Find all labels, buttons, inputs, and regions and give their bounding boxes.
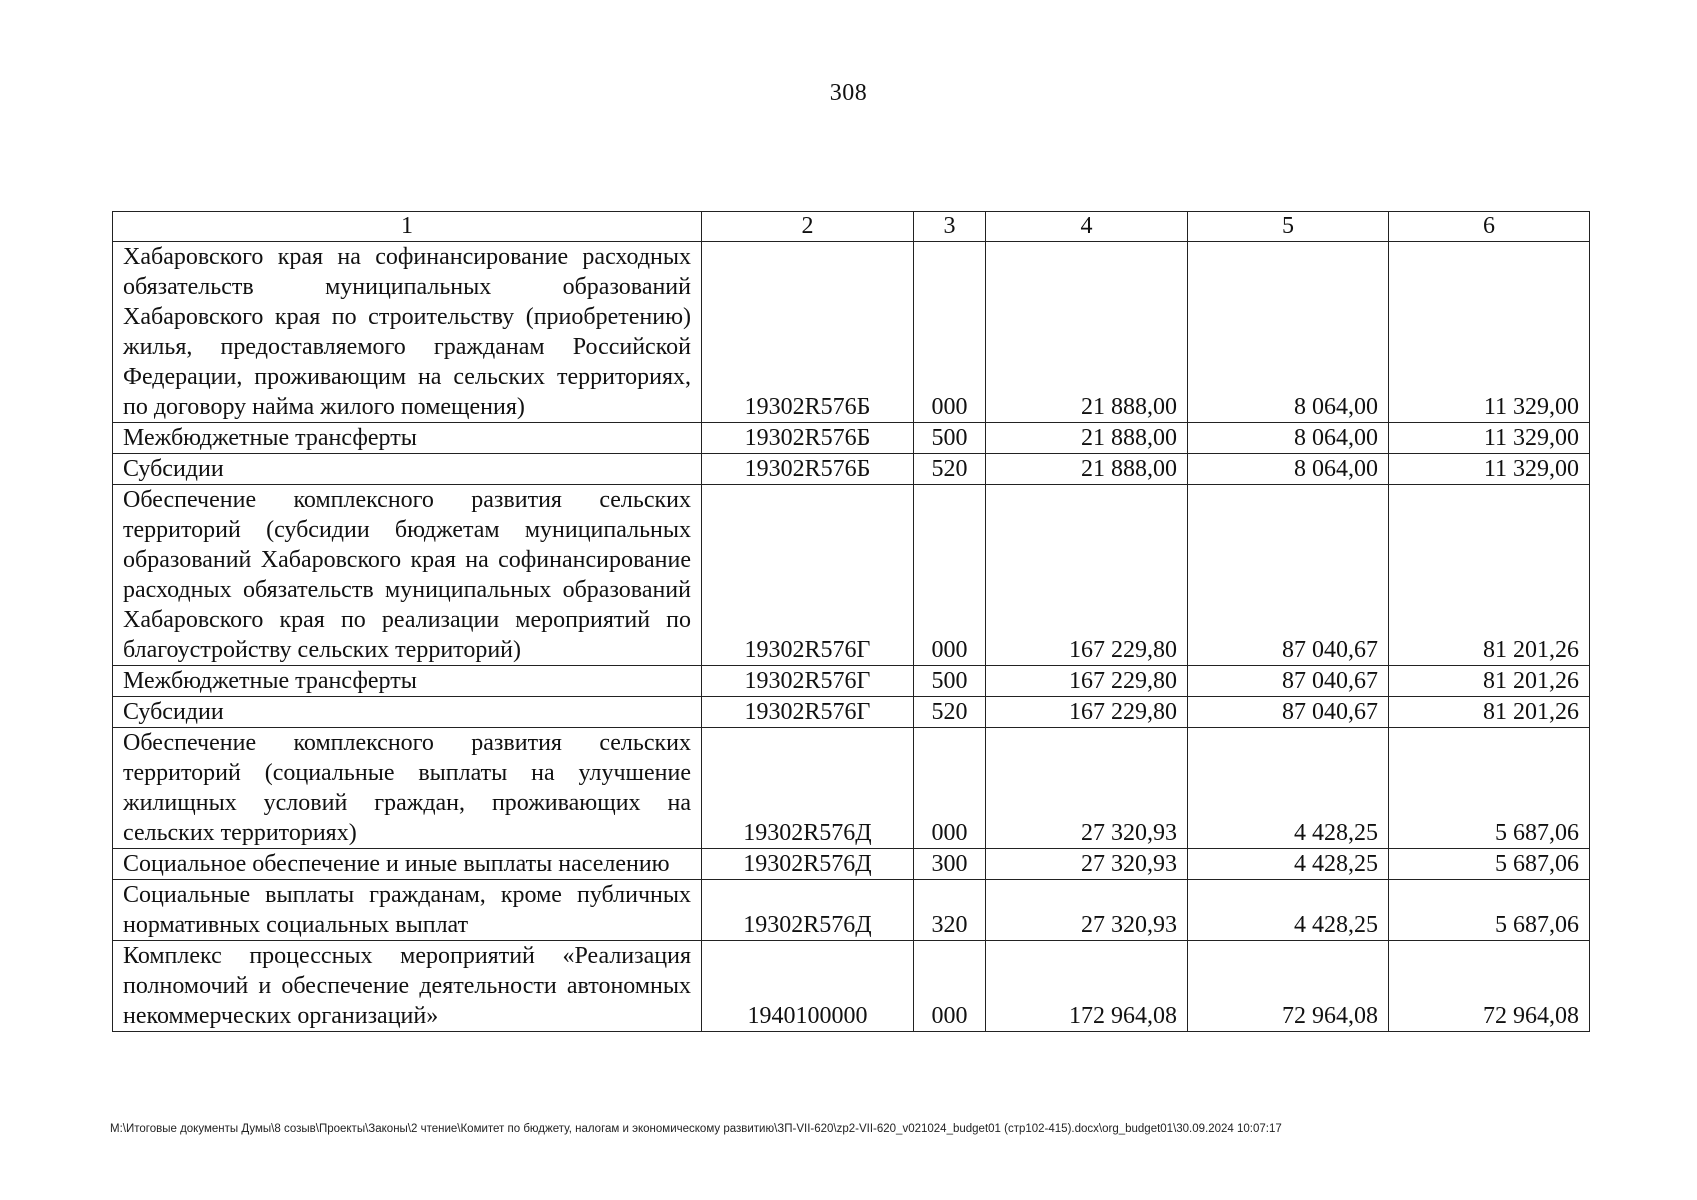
row-value-col6: 11 329,00 <box>1389 242 1590 423</box>
row-value-col6: 72 964,08 <box>1389 941 1590 1032</box>
row-value-col4: 167 229,80 <box>986 666 1188 697</box>
row-description: Хабаровского края на софинансирование расходных обязательств муниципальных образований Хабаровского края по строительству (приобретению) жилья, предоставляемого гражданам Российской Федерации, проживающим на сельских территориях, по договору найма жилого помещения) <box>113 242 702 423</box>
row-expense-type: 520 <box>914 454 986 485</box>
document-path-footer: M:\Итоговые документы Думы\8 созыв\Проекты\Законы\2 чтение\Комитет по бюджету, налогам и экономическому развитию\ЗП-VII-620\zp2-VII-620_v021024_budget01 (стр102-415).docx\org_budget01\30.09.2024 10:07:17 <box>110 1123 1282 1135</box>
table-row <box>113 485 1590 666</box>
row-value-col4: 27 320,93 <box>986 880 1188 941</box>
row-description: Обеспечение комплексного развития сельских территорий (субсидии бюджетам муниципальных образований Хабаровского края на софинансирование расходных обязательств муниципальных образований Хабаровского края по реализации мероприятий по благоустройству сельских территорий) <box>113 485 702 666</box>
table-body <box>113 242 1590 1032</box>
table-row <box>113 697 1590 728</box>
table-row <box>113 666 1590 697</box>
row-target-code: 19302R576Д <box>702 849 914 880</box>
table-row <box>113 454 1590 485</box>
row-value-col4: 27 320,93 <box>986 728 1188 849</box>
page-number: 308 <box>829 80 868 106</box>
row-value-col4: 167 229,80 <box>986 485 1188 666</box>
row-value-col4: 167 229,80 <box>986 697 1188 728</box>
row-value-col6: 81 201,26 <box>1389 697 1590 728</box>
row-value-col4: 21 888,00 <box>986 454 1188 485</box>
column-header-3: 3 <box>914 212 986 242</box>
column-header-6: 6 <box>1389 212 1590 242</box>
row-value-col6: 11 329,00 <box>1389 423 1590 454</box>
row-value-col4: 172 964,08 <box>986 941 1188 1032</box>
table-row <box>113 423 1590 454</box>
row-value-col4: 27 320,93 <box>986 849 1188 880</box>
row-target-code: 19302R576Б <box>702 454 914 485</box>
row-target-code: 19302R576Г <box>702 697 914 728</box>
row-target-code: 19302R576Г <box>702 485 914 666</box>
row-value-col5: 4 428,25 <box>1188 728 1389 849</box>
row-value-col5: 8 064,00 <box>1188 454 1389 485</box>
row-value-col4: 21 888,00 <box>986 242 1188 423</box>
row-value-col6: 81 201,26 <box>1389 666 1590 697</box>
row-description: Социальное обеспечение и иные выплаты населению <box>113 849 702 880</box>
row-value-col6: 11 329,00 <box>1389 454 1590 485</box>
header-row <box>113 212 1590 242</box>
row-value-col6: 81 201,26 <box>1389 485 1590 666</box>
row-target-code: 19302R576Г <box>702 666 914 697</box>
column-header-5: 5 <box>1188 212 1389 242</box>
row-value-col5: 4 428,25 <box>1188 849 1389 880</box>
row-value-col5: 87 040,67 <box>1188 485 1389 666</box>
table-row <box>113 849 1590 880</box>
column-header-2: 2 <box>702 212 914 242</box>
row-description: Обеспечение комплексного развития сельских территорий (социальные выплаты на улучшение жилищных условий граждан, проживающих на сельских территориях) <box>113 728 702 849</box>
row-expense-type: 320 <box>914 880 986 941</box>
row-value-col4: 21 888,00 <box>986 423 1188 454</box>
row-value-col5: 8 064,00 <box>1188 423 1389 454</box>
row-expense-type: 500 <box>914 666 986 697</box>
table-header <box>113 212 1590 242</box>
row-expense-type: 000 <box>914 941 986 1032</box>
table-row <box>113 728 1590 849</box>
row-expense-type: 000 <box>914 485 986 666</box>
column-header-1: 1 <box>113 212 702 242</box>
row-value-col5: 87 040,67 <box>1188 666 1389 697</box>
row-description: Социальные выплаты гражданам, кроме публичных нормативных социальных выплат <box>113 880 702 941</box>
row-expense-type: 000 <box>914 242 986 423</box>
budget-table <box>112 211 1590 1032</box>
row-value-col5: 8 064,00 <box>1188 242 1389 423</box>
column-header-4: 4 <box>986 212 1188 242</box>
row-expense-type: 500 <box>914 423 986 454</box>
row-target-code: 19302R576Д <box>702 728 914 849</box>
row-description: Комплекс процессных мероприятий «Реализация полномочий и обеспечение деятельности автономных некоммерческих организаций» <box>113 941 702 1032</box>
row-expense-type: 300 <box>914 849 986 880</box>
row-description: Субсидии <box>113 454 702 485</box>
row-value-col6: 5 687,06 <box>1389 880 1590 941</box>
table-row <box>113 941 1590 1032</box>
row-description: Межбюджетные трансферты <box>113 423 702 454</box>
row-value-col6: 5 687,06 <box>1389 728 1590 849</box>
row-description: Межбюджетные трансферты <box>113 666 702 697</box>
row-value-col6: 5 687,06 <box>1389 849 1590 880</box>
row-target-code: 19302R576Б <box>702 423 914 454</box>
table-row <box>113 880 1590 941</box>
row-description: Субсидии <box>113 697 702 728</box>
row-value-col5: 87 040,67 <box>1188 697 1389 728</box>
table-row <box>113 242 1590 423</box>
row-target-code: 19302R576Д <box>702 880 914 941</box>
row-expense-type: 000 <box>914 728 986 849</box>
row-expense-type: 520 <box>914 697 986 728</box>
row-value-col5: 72 964,08 <box>1188 941 1389 1032</box>
row-value-col5: 4 428,25 <box>1188 880 1389 941</box>
row-target-code: 19302R576Б <box>702 242 914 423</box>
row-target-code: 1940100000 <box>702 941 914 1032</box>
